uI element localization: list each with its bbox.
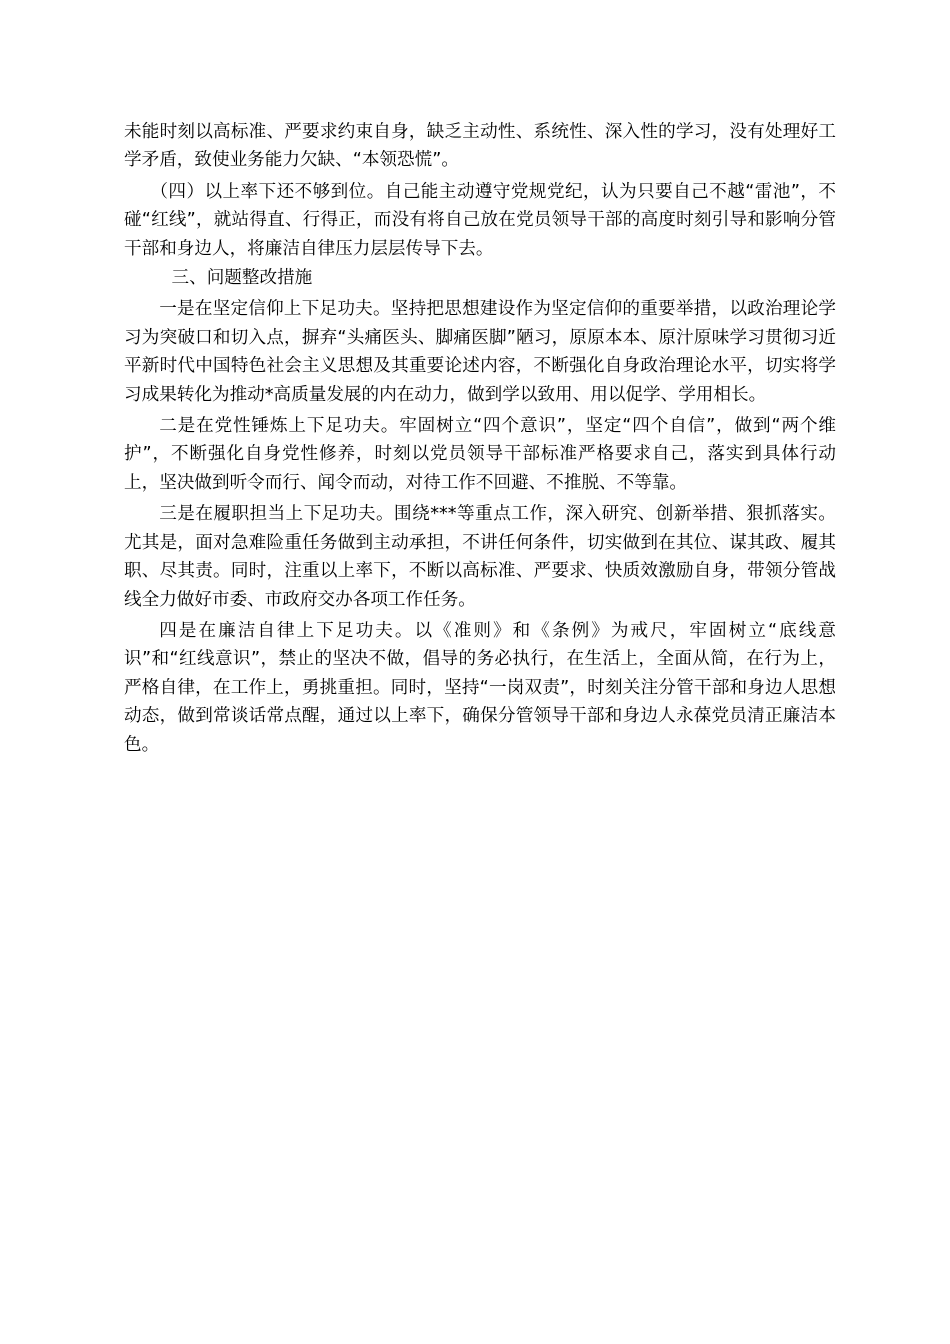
paragraph-measure-four: 四是在廉洁自律上下足功夫。以《准则》和《条例》为戒尺，牢固树立“底线意识”和“红线意识”，禁止的坚决不做，倡导的务必执行，在生活上，全面从简，在行为上，严格自律，在工作上，勇挑重担。同时，坚持“一岗双责”，时刻关注分管干部和身边人思想动态，做到常谈话常点醒，通过以上率下，确保分管领导干部和身边人永葆党员清正廉洁本色。 — [124, 620, 836, 755]
paragraph-measure-three: 三是在履职担当上下足功夫。围绕***等重点工作，深入研究、创新举措、狠抓落实。尤其是，面对急难险重任务做到主动承担，不讲任何条件，切实做到在其位、谋其政、履其职、尽其责。同时，注重以上率下，不断以高标准、严要求、快质效激励自身，带领分管战线全力做好市委、市政府交办各项工作任务。 — [124, 504, 836, 610]
document-body — [124, 118, 836, 759]
paragraph-measure-two: 二是在党性锤炼上下足功夫。牢固树立“四个意识”，坚定“四个自信”，做到“两个维护”，不断强化自身党性修养，时刻以党员领导干部标准严格要求自己，落实到具体行动上，坚决做到听令而行、闻令而动，对待工作不回避、不推脱、不等靠。 — [124, 416, 836, 493]
section-heading: 三、问题整改措施 — [171, 268, 313, 289]
paragraph-item-four: （四）以上率下还不够到位。自己能主动遵守党规党纪，认为只要自己不越“雷池”，不碰“红线”，就站得直、行得正，而没有将自己放在党员领导干部的高度时刻引导和影响分管干部和身边人，将廉洁自律压力层层传导下去。 — [124, 181, 836, 259]
paragraph-measure-one: 一是在坚定信仰上下足功夫。坚持把思想建设作为坚定信仰的重要举措，以政治理论学习为突破口和切入点，摒弃“头痛医头、脚痛医脚”陋习，原原本本、原汁原味学习贯彻习近平新时代中国特色社会主义思想及其重要论述内容，不断强化自身政治理论水平，切实将学习成果转化为推动*高质量发展的内在动力，做到学以致用、用以促学、学用相长。 — [124, 299, 836, 405]
paragraph-continuation: 未能时刻以高标准、严要求约束自身，缺乏主动性、系统性、深入性的学习，没有处理好工学矛盾，致使业务能力欠缺、“本领恐慌”。 — [124, 122, 836, 171]
